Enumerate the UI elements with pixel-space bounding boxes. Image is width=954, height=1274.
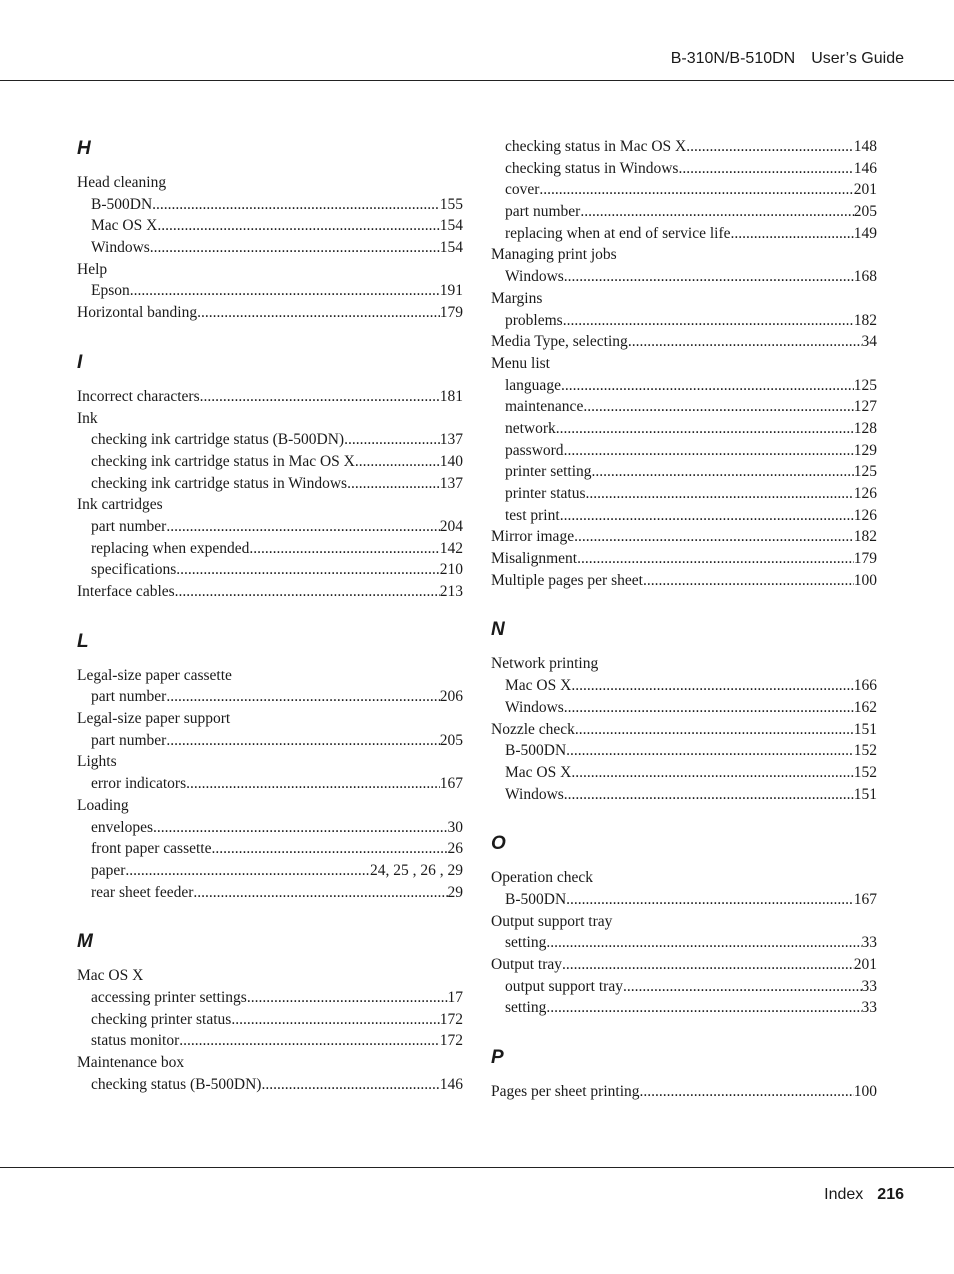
index-subentry <box>491 158 877 180</box>
index-subentry <box>491 784 877 806</box>
dot-leader <box>571 762 853 784</box>
entry-term: paper <box>91 861 126 879</box>
index-subentry <box>77 237 463 259</box>
running-footer <box>824 1186 904 1204</box>
entry-page-ref: 167 <box>853 890 877 908</box>
dot-leader <box>546 997 861 1019</box>
entry-page-ref: 182 <box>853 528 877 546</box>
entry-page-ref: 191 <box>439 282 463 300</box>
entry-page-ref: 126 <box>853 485 877 502</box>
dot-leader <box>678 158 853 180</box>
index-subentry <box>491 418 877 440</box>
entry-page-ref: 201 <box>853 181 877 199</box>
index-subentry <box>491 889 877 911</box>
entry-page-ref: 100 <box>853 1083 877 1101</box>
entry-page-ref: 129 <box>853 441 877 459</box>
entry-term: part number <box>91 517 167 535</box>
dot-leader <box>355 451 440 473</box>
entry-page-ref: 162 <box>853 698 877 716</box>
index-entry <box>491 1081 877 1103</box>
entry-page-ref: 34 <box>861 333 877 351</box>
index-subentry <box>491 505 877 527</box>
index-letter-heading: N <box>491 619 505 641</box>
dot-leader <box>623 976 862 998</box>
entry-term: part number <box>505 203 581 221</box>
entry-term: checking ink cartridge status (B-500DN) <box>91 431 345 449</box>
entry-page-ref: 125 <box>853 463 877 481</box>
entry-term: B-500DN <box>505 890 567 908</box>
dot-leader <box>546 932 861 954</box>
entry-term: checking status in Mac OS X <box>505 138 687 155</box>
entry-term: Ink cartridges <box>77 496 163 514</box>
dot-leader <box>580 201 853 223</box>
dot-leader <box>157 215 439 237</box>
dot-leader <box>566 889 854 911</box>
dot-leader <box>574 526 854 548</box>
index-section <box>491 617 877 805</box>
index-entry <box>491 954 877 976</box>
index-entry <box>77 665 463 687</box>
entry-term: Loading <box>77 796 129 814</box>
index-subentry <box>491 762 877 784</box>
entry-term: Lights <box>77 753 117 771</box>
index-subentry <box>77 987 463 1009</box>
dot-leader <box>556 418 854 440</box>
dot-leader <box>344 429 440 451</box>
entry-term: Media Type, selecting <box>491 333 628 351</box>
entry-page-ref: 205 <box>439 731 463 749</box>
entry-term: Mac OS X <box>77 967 144 985</box>
entry-page-ref: 210 <box>439 561 463 579</box>
index-subentry <box>77 1074 463 1096</box>
dot-leader <box>643 570 854 592</box>
entry-term: Windows <box>505 698 564 716</box>
index-subentry <box>491 461 877 483</box>
entry-term: Output support tray <box>491 912 613 930</box>
entry-page-ref: 167 <box>439 775 463 793</box>
entry-page-ref: 179 <box>439 304 463 322</box>
index-subentry <box>77 686 463 708</box>
index-subentry <box>491 396 877 418</box>
index-subentry <box>77 773 463 795</box>
entry-term: front paper cassette <box>91 840 212 858</box>
dot-leader <box>562 954 854 976</box>
index-subentry <box>491 675 877 697</box>
entry-page-ref: 201 <box>853 956 877 973</box>
entry-term: B-500DN <box>91 195 153 213</box>
entry-term: Windows <box>505 785 564 803</box>
entry-term: replacing when at end of service life <box>505 224 731 242</box>
index-entry <box>491 353 877 375</box>
index-entry <box>77 751 463 773</box>
index-subentry <box>77 838 463 860</box>
entry-page-ref: 126 <box>853 506 877 524</box>
index-section <box>491 136 877 591</box>
entry-page-ref: 213 <box>439 583 463 600</box>
entry-term: Mac OS X <box>505 677 572 695</box>
entry-term: Managing print jobs <box>491 246 617 264</box>
entry-term: Nozzle check <box>491 720 575 738</box>
entry-page-ref: 100 <box>853 571 877 589</box>
entry-term: cover <box>505 181 540 199</box>
entry-page-ref: 125 <box>853 376 877 394</box>
index-entry <box>491 653 877 675</box>
index-subentry <box>491 375 877 397</box>
entry-page-ref: 179 <box>853 550 877 568</box>
index-letter-heading: L <box>77 630 89 652</box>
index-entry <box>77 795 463 817</box>
index-entry <box>491 570 877 592</box>
index-section <box>77 350 463 603</box>
entry-page-ref: 204 <box>439 517 463 535</box>
entry-term: Mirror image <box>491 528 575 546</box>
dot-leader <box>150 237 440 259</box>
index-entry <box>77 581 463 603</box>
index-subentry <box>491 440 877 462</box>
entry-page-ref: 24, 25 , 26 , 29 <box>370 861 463 879</box>
entry-term: Output tray <box>491 956 563 973</box>
entry-page-ref: 26 <box>447 840 463 858</box>
entry-page-ref: 172 <box>439 1010 463 1028</box>
dot-leader <box>560 505 854 527</box>
entry-page-ref: 33 <box>861 977 877 995</box>
entry-page-ref: 128 <box>853 419 877 437</box>
entry-page-ref: 152 <box>853 742 877 760</box>
entry-term: problems <box>505 311 563 329</box>
dot-leader <box>231 1009 439 1031</box>
index-subentry <box>491 310 877 332</box>
index-letter-heading: M <box>77 931 93 953</box>
dot-leader <box>686 136 854 158</box>
entry-page-ref: 137 <box>439 431 463 449</box>
entry-term: error indicators <box>91 775 187 793</box>
dot-leader <box>125 860 370 882</box>
dot-leader <box>166 686 439 708</box>
index-subentry <box>491 179 877 201</box>
entry-page-ref: 155 <box>439 195 463 213</box>
index-subentry <box>77 882 463 904</box>
entry-term: network <box>505 419 556 437</box>
dot-leader <box>564 440 854 462</box>
dot-leader <box>564 784 854 806</box>
index-entry <box>491 719 877 741</box>
dot-leader <box>197 302 440 324</box>
header-model: B-310N/B-510DN <box>670 50 796 67</box>
entry-term: Network printing <box>491 655 599 673</box>
index-subentry <box>77 730 463 752</box>
index-entry <box>77 494 463 516</box>
index-subentry <box>77 559 463 581</box>
entry-page-ref: 168 <box>853 268 877 286</box>
entry-page-ref: 146 <box>853 159 877 177</box>
index-section <box>491 831 877 1019</box>
entry-term: Legal-size paper support <box>77 710 231 728</box>
entry-page-ref: 142 <box>439 539 463 557</box>
entry-page-ref: 152 <box>853 763 877 781</box>
index-entry <box>491 911 877 933</box>
entry-page-ref: 30 <box>447 818 463 836</box>
index-entry <box>77 302 463 324</box>
entry-term: Misalignment <box>491 550 578 568</box>
index-subentry <box>491 697 877 719</box>
dot-leader <box>176 559 440 581</box>
entry-term: specifications <box>91 561 177 579</box>
page-number: 216 <box>877 1186 904 1203</box>
dot-leader <box>583 396 853 418</box>
dot-leader <box>731 223 854 245</box>
dot-leader <box>571 675 853 697</box>
entry-page-ref: 166 <box>853 677 877 695</box>
dot-leader <box>186 773 440 795</box>
entry-page-ref: 17 <box>447 988 463 1006</box>
entry-term: checking status (B-500DN) <box>91 1075 262 1093</box>
dot-leader <box>193 882 447 904</box>
index-subentry <box>77 538 463 560</box>
index-subentry <box>77 451 463 473</box>
dot-leader <box>166 516 439 538</box>
entry-page-ref: 127 <box>853 398 877 416</box>
entry-term: Ink <box>77 409 98 427</box>
entry-term: accessing printer settings <box>91 988 247 1006</box>
index-entry <box>491 867 877 889</box>
entry-term: maintenance <box>505 398 584 416</box>
dot-leader <box>166 730 439 752</box>
entry-page-ref: 33 <box>861 999 877 1017</box>
dot-leader <box>566 740 854 762</box>
index-entry <box>77 386 463 408</box>
dot-leader <box>212 838 448 860</box>
index-subentry <box>491 136 877 158</box>
header-guide-title: User’s Guide <box>811 50 904 67</box>
entry-term: checking ink cartridge status in Windows <box>91 474 348 492</box>
index-subentry <box>77 473 463 495</box>
dot-leader <box>347 473 440 495</box>
entry-term: Maintenance box <box>77 1054 185 1071</box>
index-subentry <box>491 266 877 288</box>
entry-page-ref: 137 <box>439 474 463 492</box>
entry-term: checking printer status <box>91 1010 232 1028</box>
index-entry <box>491 244 877 266</box>
entry-page-ref: 146 <box>439 1075 463 1093</box>
index-letter-heading: P <box>491 1047 504 1069</box>
index-entry <box>77 965 463 987</box>
entry-term: printer status <box>505 485 586 502</box>
index-subentry <box>491 223 877 245</box>
dot-leader <box>249 538 439 560</box>
index-subentry <box>77 1030 463 1052</box>
index-subentry <box>491 932 877 954</box>
index-subentry <box>77 817 463 839</box>
entry-term: Epson <box>91 282 130 300</box>
entry-term: replacing when expended <box>91 539 250 557</box>
dot-leader <box>563 310 854 332</box>
entry-term: Pages per sheet printing <box>491 1083 640 1101</box>
entry-page-ref: 151 <box>853 785 877 803</box>
footer-section: Index <box>824 1186 864 1203</box>
dot-leader <box>628 331 862 353</box>
index-subentry <box>491 201 877 223</box>
entry-term: part number <box>91 731 167 749</box>
entry-term: Legal-size paper cassette <box>77 666 232 684</box>
index-letter-heading: H <box>77 138 91 159</box>
entry-term: Incorrect characters <box>77 387 200 405</box>
entry-term: Multiple pages per sheet <box>491 571 643 589</box>
index-column-left <box>77 136 463 1121</box>
dot-leader <box>564 266 854 288</box>
entry-page-ref: 149 <box>853 224 877 242</box>
entry-term: Help <box>77 260 108 278</box>
footer-rule <box>0 1167 954 1168</box>
dot-leader <box>179 1030 439 1052</box>
index-subentry <box>491 483 877 505</box>
index-subentry <box>77 1009 463 1031</box>
entry-page-ref: 172 <box>439 1032 463 1050</box>
entry-term: B-500DN <box>505 742 567 760</box>
index-entry <box>491 526 877 548</box>
entry-page-ref: 140 <box>439 452 463 470</box>
entry-page-ref: 151 <box>853 720 877 738</box>
running-header <box>671 50 904 68</box>
index-subentry <box>491 740 877 762</box>
index-subentry <box>77 215 463 237</box>
dot-leader <box>561 375 854 397</box>
entry-term: rear sheet feeder <box>91 883 194 901</box>
index-section <box>491 1045 877 1103</box>
dot-leader <box>575 719 854 741</box>
index-letter-heading: I <box>77 351 83 373</box>
entry-page-ref: 205 <box>853 203 877 221</box>
dot-leader <box>175 581 440 603</box>
index-subentry <box>77 516 463 538</box>
index-letter-heading: O <box>491 833 506 855</box>
index-entry <box>77 259 463 281</box>
entry-term: part number <box>91 688 167 706</box>
index-section <box>77 136 463 324</box>
index-section <box>77 929 463 1095</box>
entry-term: language <box>505 376 561 394</box>
entry-page-ref: 181 <box>439 387 463 405</box>
entry-term: Menu list <box>491 354 550 372</box>
entry-term: Windows <box>505 268 564 286</box>
entry-term: Operation check <box>491 869 593 887</box>
index-subentry <box>491 976 877 998</box>
index-entry <box>77 1052 463 1074</box>
dot-leader <box>247 987 448 1009</box>
entry-term: printer setting <box>505 463 592 481</box>
index-subentry <box>77 429 463 451</box>
dot-leader <box>640 1081 854 1103</box>
index-section <box>77 629 463 904</box>
entry-term: test print <box>505 506 560 524</box>
dot-leader <box>564 697 854 719</box>
dot-leader <box>577 548 854 570</box>
entry-page-ref: 148 <box>853 138 877 155</box>
entry-term: Margins <box>491 289 543 307</box>
index-entry <box>77 172 463 194</box>
dot-leader <box>130 280 440 302</box>
dot-leader <box>152 194 440 216</box>
entry-term: Mac OS X <box>91 217 158 235</box>
entry-term: Head cleaning <box>77 174 167 191</box>
entry-term: envelopes <box>91 818 153 836</box>
index-column-right <box>491 136 877 1129</box>
entry-term: password <box>505 441 564 459</box>
entry-term: setting <box>505 934 547 952</box>
entry-term: Windows <box>91 239 150 257</box>
index-entry <box>491 288 877 310</box>
entry-term: setting <box>505 999 547 1017</box>
entry-page-ref: 154 <box>439 217 463 235</box>
entry-term: checking ink cartridge status in Mac OS X <box>91 452 355 470</box>
index-subentry <box>77 280 463 302</box>
dot-leader <box>200 386 440 408</box>
dot-leader <box>539 179 853 201</box>
dot-leader <box>592 461 854 483</box>
entry-page-ref: 154 <box>439 239 463 257</box>
index-entry <box>491 548 877 570</box>
entry-page-ref: 206 <box>439 688 463 706</box>
entry-term: output support tray <box>505 977 623 995</box>
header-rule <box>0 80 954 81</box>
index-subentry <box>491 997 877 1019</box>
index-entry <box>77 708 463 730</box>
entry-page-ref: 182 <box>853 311 877 329</box>
entry-term: Mac OS X <box>505 763 572 781</box>
dot-leader <box>586 483 854 505</box>
index-entry <box>491 331 877 353</box>
dot-leader <box>261 1074 439 1096</box>
index-subentry <box>77 860 463 882</box>
index-subentry <box>77 194 463 216</box>
dot-leader <box>153 817 448 839</box>
entry-term: status monitor <box>91 1032 180 1050</box>
entry-term: checking status in Windows <box>505 159 679 177</box>
entry-term: Interface cables <box>77 583 175 600</box>
entry-page-ref: 29 <box>447 883 463 901</box>
entry-term: Horizontal banding <box>77 304 198 322</box>
entry-page-ref: 33 <box>861 934 877 952</box>
index-entry <box>77 408 463 430</box>
